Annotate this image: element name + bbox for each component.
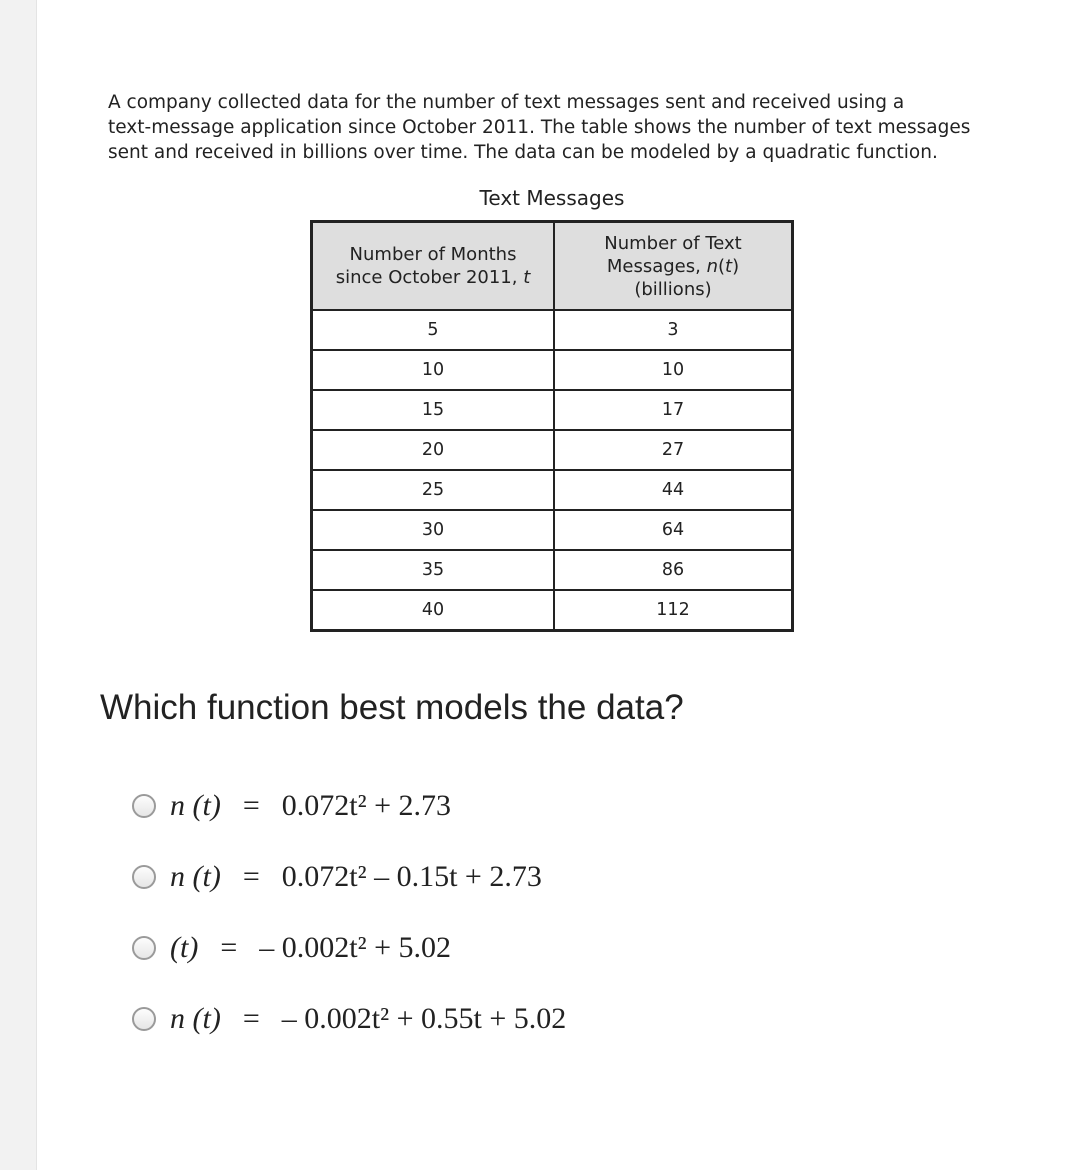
header-messages (554, 222, 793, 311)
header-messages-line2: Messages, (606, 255, 707, 277)
header-messages-line1: Number of Text (604, 232, 742, 254)
answer-option-c[interactable] (132, 912, 566, 983)
messages-cell: 27 (554, 430, 793, 470)
option-b-rhs: 0.072t² – 0.15t + 2.73 (281, 859, 542, 893)
question-prompt: Which function best models the data? (100, 688, 684, 727)
option-a-lhs: n (t) (170, 788, 221, 822)
left-gutter (0, 0, 37, 1170)
option-d-lhs: n (t) (170, 1001, 221, 1035)
stimulus-text (108, 90, 1038, 165)
table-row (312, 350, 793, 390)
months-cell: 40 (312, 590, 555, 631)
messages-cell: 44 (554, 470, 793, 510)
header-messages-paren-close: ) (732, 255, 740, 277)
table-header-row (312, 222, 793, 311)
months-cell: 30 (312, 510, 555, 550)
messages-cell: 64 (554, 510, 793, 550)
option-c-equals: = (220, 930, 238, 964)
messages-cell: 112 (554, 590, 793, 631)
radio-button-d[interactable] (132, 1007, 156, 1031)
table-row (312, 430, 793, 470)
table-row (312, 470, 793, 510)
messages-cell: 86 (554, 550, 793, 590)
table-row (312, 310, 793, 350)
table-row (312, 390, 793, 430)
stimulus-line-2: text-message application since October 2011. The table shows the number of text messages (108, 117, 971, 138)
months-cell: 5 (312, 310, 555, 350)
stimulus-line-1: A company collected data for the number of text messages sent and received using a (108, 92, 905, 113)
table-row (312, 590, 793, 631)
answer-option-d[interactable] (132, 983, 566, 1054)
header-messages-paren-open: ( (718, 255, 726, 277)
answer-options (132, 770, 566, 1054)
option-c-rhs: – 0.002t² + 5.02 (259, 930, 451, 964)
months-cell: 10 (312, 350, 555, 390)
months-cell: 35 (312, 550, 555, 590)
radio-button-a[interactable] (132, 794, 156, 818)
option-c-lhs: (t) (170, 930, 199, 964)
months-cell: 25 (312, 470, 555, 510)
option-d-equals: = (242, 1001, 260, 1035)
answer-option-b[interactable] (132, 841, 566, 912)
option-d-rhs: – 0.002t² + 0.55t + 5.02 (281, 1001, 567, 1035)
table-row (312, 510, 793, 550)
option-b-equals: = (242, 859, 260, 893)
option-b-lhs: n (t) (170, 859, 221, 893)
messages-cell: 10 (554, 350, 793, 390)
table-title: Text Messages (479, 186, 625, 210)
header-months-line2: since October 2011, (335, 267, 524, 288)
table-row (312, 550, 793, 590)
radio-button-b[interactable] (132, 865, 156, 889)
messages-cell: 17 (554, 390, 793, 430)
header-months-var: t (523, 267, 531, 288)
months-cell: 20 (312, 430, 555, 470)
messages-cell: 3 (554, 310, 793, 350)
header-messages-line3: (billions) (634, 278, 712, 300)
months-cell: 15 (312, 390, 555, 430)
header-months-line1: Number of Months (349, 244, 517, 265)
answer-option-a[interactable] (132, 770, 566, 841)
option-a-equals: = (242, 788, 260, 822)
header-messages-arg: t (725, 255, 733, 277)
header-messages-var: n (706, 255, 718, 277)
data-table (310, 220, 794, 632)
header-months (312, 222, 555, 311)
option-a-rhs: 0.072t² + 2.73 (281, 788, 451, 822)
radio-button-c[interactable] (132, 936, 156, 960)
stimulus-line-3: sent and received in billions over time. The data can be modeled by a quadratic function. (108, 142, 938, 163)
